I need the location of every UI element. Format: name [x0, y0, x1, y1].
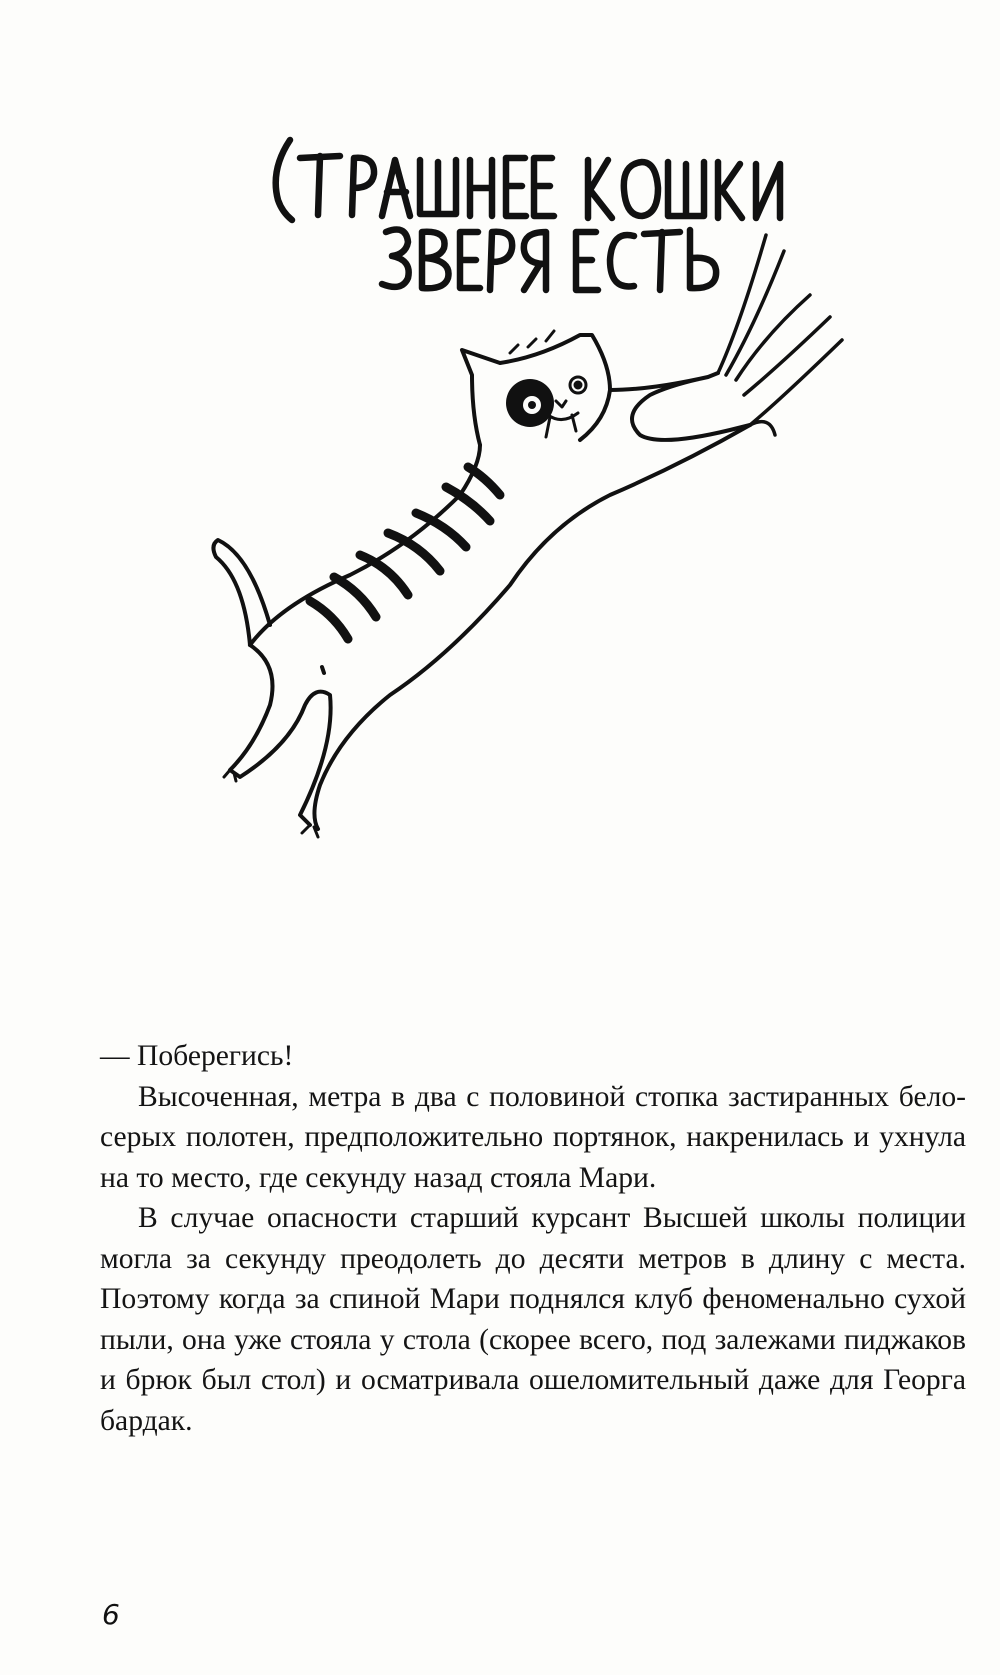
paragraph-2: В случае опасности старший курсант Высшей школы полиции могла за секунду преодолеть до десяти метров в длину с места. Поэтому когда за спиной Мари поднялся клуб феноменально сухой пыли, она уже стояла у стола (скорее всего, под залежами пиджаков и брюк был стол) и осматривала ошеломительный даже для Георга бардак. — [100, 1202, 966, 1437]
paragraph-1: Высоченная, метра в два с половиной стопка застиранных бело-серых полотен, предположительно портянок, накренилась и ухнула на то место, где секунду назад стояла Мари. — [100, 1080, 966, 1194]
body-text — [100, 1036, 966, 1441]
page-number: 6 — [102, 1598, 120, 1631]
cat-illustration — [210, 225, 900, 885]
cat-arm — [610, 373, 750, 440]
cat-back — [250, 445, 480, 645]
cat-stripes — [310, 467, 500, 639]
dialogue-line: — Поберегись! — [100, 1040, 294, 1072]
cat-belly — [314, 425, 750, 829]
cat-claws — [718, 235, 842, 435]
